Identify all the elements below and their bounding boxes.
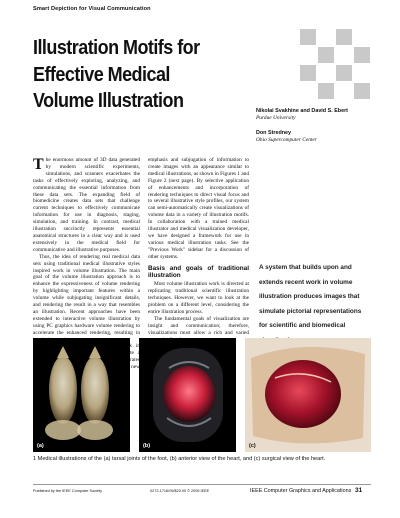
figure-panel-c: [245, 338, 371, 452]
figure-panel-b: [139, 338, 236, 452]
figure-panel-a: [33, 338, 130, 452]
figure-1: [33, 338, 371, 452]
page-number: 31: [355, 487, 363, 494]
pull-quote: A system that builds upon and extends recent work in volume illustration produces images that simulate pictorial representations for scientific and biomedical: [259, 264, 362, 329]
author-names-2: Don Stredney: [256, 130, 292, 136]
paragraph: in new: [131, 343, 140, 371]
paragraph: Thus, the idea of rendering real medical data sets using traditional medical illustrative styles inspired work in volume illustration. The main goal of the volume illustration approach is to enhance the expressiveness of volume rendering by highlighting important features within a volume while subjugating insignificant details, and rendering the result in a way that resembles an illustration. Recent approaches have been extended to interactive volume illustration by using PC graphics hardware volume rendering to accelerate the enhanced rendering, resulting in: [33, 253, 140, 336]
figure-label-a: (a): [37, 443, 44, 449]
section-header: Smart Depiction for Visual Communication: [33, 6, 151, 12]
footer-publisher: Published by the IEEE Computer Society: [33, 489, 103, 493]
author-affiliation-1: Purdue University: [256, 115, 296, 121]
body-column-2: [148, 157, 249, 344]
paragraph: The fundamental goals of visualization are insight and communication; therefore, visualizations must allow a rich and varied: [148, 315, 249, 336]
decorative-squares: [300, 29, 370, 99]
foot-bones-image: [33, 338, 130, 452]
author-affiliation-2: Ohio Supercomputer Center: [256, 137, 317, 143]
paragraph: he enormous amount of 3D data generated by modern scientific experiments, simulations, and scanners exacerbates the tasks of effectively exploring, analyzing, and communicating the essential information from these data sets. The expanding field of biomedicine creates data sets that challenge current techniques to effectively communicate information for use in diagnosis, staging, simulation, and training. In contrast, medical illustration succinctly represents essential anatomical structures in a clear way and is used extensively in the medical field for communicative and illustrative purposes.: [33, 157, 140, 253]
figure-label-c: (c): [249, 443, 256, 449]
article-title: Illustration Motifs for Effective Medical Volume Illustration: [33, 37, 200, 112]
footer-issn: 0272-1716/05/$20.00 © 2005 IEEE: [150, 489, 210, 493]
author-block: [256, 108, 348, 144]
figure-caption: 1 Medical illustrations of the (a) tarsal joints of the foot, (b) anterior view of the heart, and (c) surgical view of the heart.: [33, 456, 326, 462]
footer-rule: [33, 484, 371, 485]
section-heading: Basis and goals of traditional illustration: [148, 264, 249, 279]
drop-cap: T: [33, 156, 44, 173]
paragraph: emphasis and subjugation of information to create images with an appearance similar to medical illustrations, as shown in Figures 1 and Figure 2 (next page). By selective application of enhancements and incorporation of rendering techniques to direct visual focus and to several illustrative style profiles, our system can semi-automatically create visualizations of volume data in a variety of illustration motifs. In collaboration with a trained medical illustrator and medical visualization developer, we have designed a framework for use in various medical illustration tasks. See the "Previous Work" sidebar for a discussion of other systems.: [148, 157, 249, 260]
paragraph: Most volume illustration work is directed at replicating traditional scientific illustration techniques. However, we want to look at the problem on a different level, considering the entire illustration process.: [148, 281, 249, 316]
heart-surgical-image: [245, 338, 371, 452]
heart-anterior-image: [139, 338, 236, 452]
footer-journal: IEEE Computer Graphics and Applications: [250, 488, 352, 494]
figure-label-b: (b): [143, 443, 151, 449]
author-names-1: Nikolai Svakhine and David S. Ebert: [256, 108, 348, 114]
